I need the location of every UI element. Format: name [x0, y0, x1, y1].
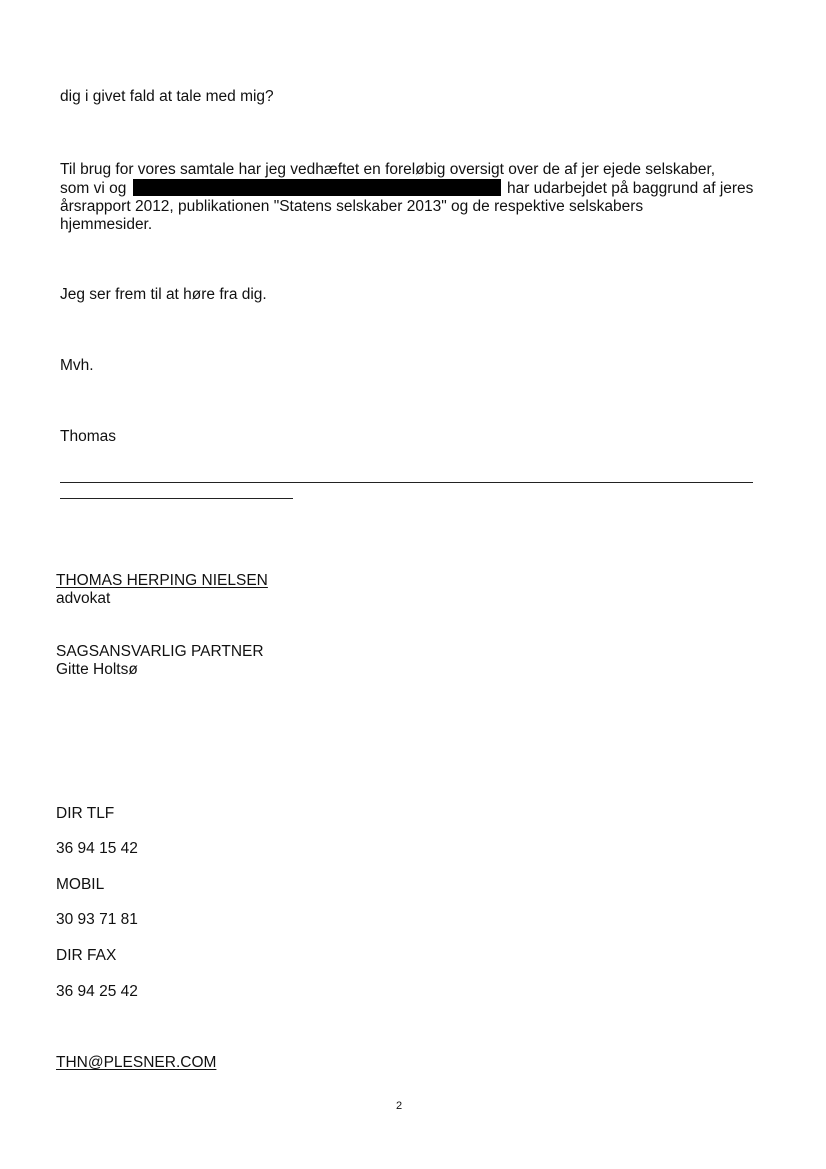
attachment-paragraph	[60, 161, 770, 234]
dir-tlf-label: DIR TLF	[56, 805, 115, 822]
greeting: Mvh.	[60, 357, 94, 374]
attachment-line-4: hjemmesider.	[60, 216, 153, 233]
attachment-line-1: Til brug for vores samtale har jeg vedhæftet en foreløbig oversigt over de af jer ejede selskaber,	[60, 161, 716, 178]
dir-tlf-value: 36 94 15 42	[56, 840, 138, 857]
dir-fax-label: DIR FAX	[56, 947, 117, 964]
attachment-line-2	[60, 179, 770, 198]
page-number: 2	[396, 1100, 403, 1112]
closing-line: Jeg ser frem til at høre fra dig.	[60, 286, 267, 303]
signature-name-link[interactable]: THOMAS HERPING NIELSEN	[56, 572, 268, 589]
separator-line-long	[60, 482, 753, 483]
dir-fax-value: 36 94 25 42	[56, 983, 138, 1000]
sender-first-name: Thomas	[60, 428, 116, 445]
partner-name: Gitte Holtsø	[56, 661, 138, 678]
signature-title: advokat	[56, 590, 111, 607]
mobil-label: MOBIL	[56, 876, 105, 893]
attachment-line-3: årsrapport 2012, publikationen "Statens selskaber 2013" og de respektive selskabers	[60, 198, 644, 215]
email-link[interactable]: THN@PLESNER.COM	[56, 1054, 217, 1071]
letter-line-top: dig i givet fald at tale med mig?	[60, 88, 274, 105]
attachment-line-2-start: som vi og	[60, 180, 127, 197]
mobil-value: 30 93 71 81	[56, 911, 138, 928]
partner-label: SAGSANSVARLIG PARTNER	[56, 643, 264, 660]
redaction-bar	[133, 179, 501, 196]
separator-line-short	[60, 498, 293, 499]
attachment-line-2-end: har udarbejdet på baggrund af jeres	[506, 180, 754, 197]
